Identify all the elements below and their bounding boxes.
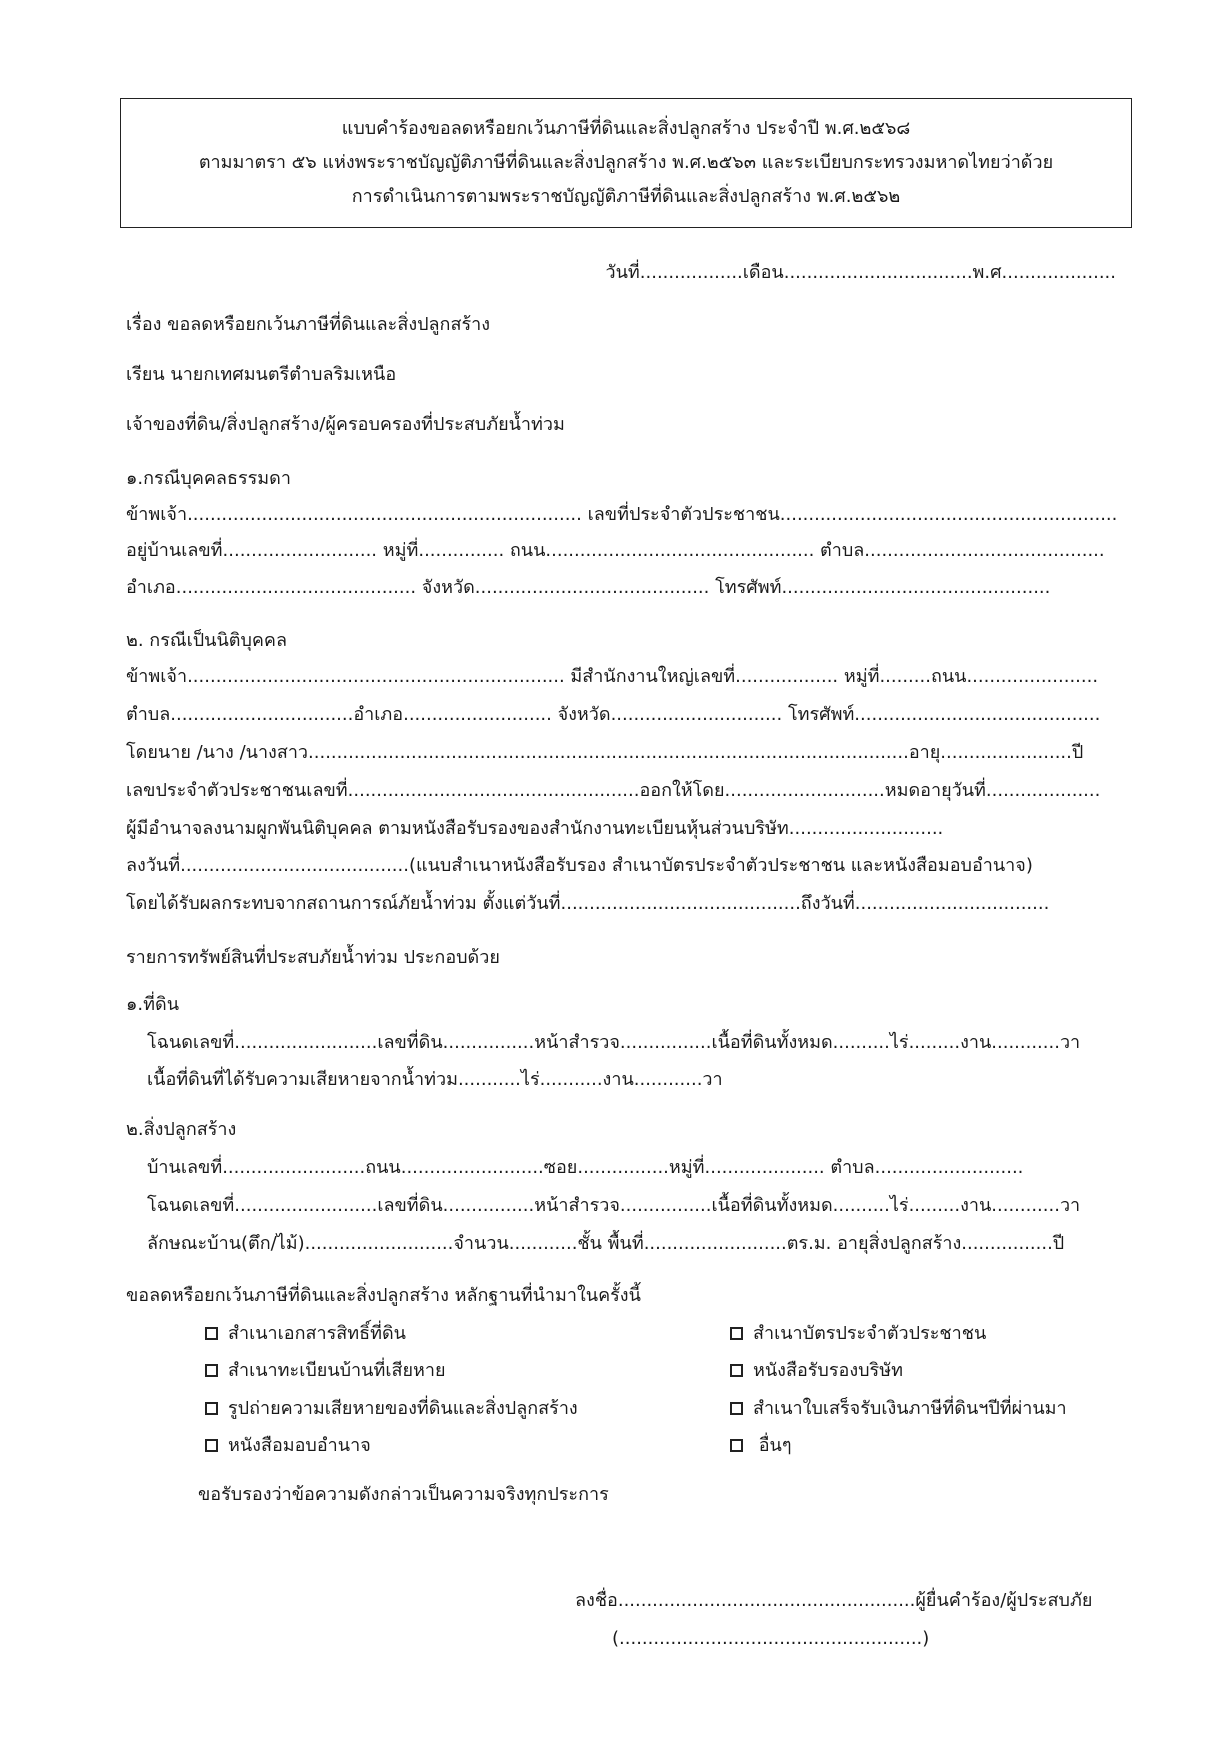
subject-line: เรื่อง ขอลดหรือยกเว้นภาษีที่ดินและสิ่งปลูกสร้าง [126, 314, 491, 335]
building-deed-line[interactable]: โฉนดเลขที่.........................เลขที่ดิน................หน้าสำรวจ................เนื้อที่ดินทั้งหมด..........ไร่.........งาน............วา [147, 1195, 1081, 1216]
section2-location-line[interactable]: ตำบล................................อำเภอ.......................... จังหวัด.............................. โทรศัพท์........................................... [126, 704, 1101, 725]
land-damage-line[interactable]: เนื้อที่ดินที่ได้รับความเสียหายจากน้ำท่วม...........ไร่...........งาน............วา [147, 1069, 723, 1090]
checkbox-icon[interactable] [730, 1364, 743, 1377]
checklist-item[interactable]: รูปถ่ายความเสียหายของที่ดินและสิ่งปลูกสร้าง [205, 1396, 578, 1422]
signature-name-line[interactable]: (.....................................................) [612, 1628, 930, 1649]
title-line-3: การดำเนินการตามพระราชบัญญัติภาษีที่ดินและสิ่งปลูกสร้าง พ.ศ.๒๕๖๒ [351, 186, 901, 207]
checklist-item[interactable]: สำเนาบัตรประจำตัวประชาชน [730, 1321, 986, 1347]
checklist-item[interactable]: สำเนาเอกสารสิทธิ์ที่ดิน [205, 1321, 406, 1347]
checklist-item[interactable]: หนังสือมอบอำนาจ [205, 1433, 371, 1459]
checkbox-icon[interactable] [205, 1327, 218, 1340]
checkbox-icon[interactable] [205, 1439, 218, 1452]
section2-impact-line[interactable]: โดยได้รับผลกระทบจากสถานการณ์ภัยน้ำท่วม ตั้งแต่วันที่..........................................ถึงวันที่.................................. [126, 893, 1050, 914]
to-line: เรียน นายกเทศมนตรีตำบลริมเหนือ [126, 364, 397, 385]
checklist-item[interactable]: อื่นๆ [730, 1433, 792, 1459]
date-line[interactable]: วันที่..................เดือน.................................พ.ศ.................... [605, 262, 1116, 283]
checkbox-icon[interactable] [205, 1364, 218, 1377]
section1-address-line[interactable]: อยู่บ้านเลขที่........................... หมู่ที่............... ถนน............................................... ตำบล.......................................... [126, 540, 1105, 561]
section1-heading: ๑.กรณีบุคคลธรรมดา [126, 468, 291, 489]
checkbox-icon[interactable] [730, 1439, 743, 1452]
section1-name-line[interactable]: ข้าพเจ้า..................................................................... เลขที่ประจำตัวประชาชน........................................................... [126, 504, 1118, 525]
form-title-box [120, 98, 1132, 228]
land-heading: ๑.ที่ดิน [126, 994, 180, 1015]
checklist-item[interactable]: สำเนาใบเสร็จรับเงินภาษีที่ดินฯปีที่ผ่านมา [730, 1396, 1067, 1422]
section2-id-line[interactable]: เลขประจำตัวประชาชนเลขที่...................................................ออกให้โดย............................หมดอายุวันที่.................... [126, 780, 1101, 801]
checkbox-icon[interactable] [730, 1402, 743, 1415]
land-deed-line[interactable]: โฉนดเลขที่.........................เลขที่ดิน................หน้าสำรวจ................เนื้อที่ดินทั้งหมด..........ไร่.........งาน............วา [147, 1032, 1081, 1053]
title-line-2: ตามมาตรา ๕๖ แห่งพระราชบัญญัติภาษีที่ดินและสิ่งปลูกสร้าง พ.ศ.๒๕๖๓ และระเบียบกระทรวงมหาดไทยว่าด้วย [198, 152, 1054, 173]
checklist-item[interactable]: สำเนาทะเบียนบ้านที่เสียหาย [205, 1358, 446, 1384]
assets-heading: รายการทรัพย์สินที่ประสบภัยน้ำท่วม ประกอบด้วย [126, 947, 500, 968]
section2-date-line[interactable]: ลงวันที่........................................(แนบสำเนาหนังสือรับรอง สำเนาบัตรประจำตัวประชาชน และหนังสือมอบอำนาจ) [126, 855, 1033, 876]
checkbox-icon[interactable] [730, 1327, 743, 1340]
section2-heading: ๒. กรณีเป็นนิติบุคคล [126, 630, 287, 651]
checkbox-icon[interactable] [205, 1402, 218, 1415]
checklist-item[interactable]: หนังสือรับรองบริษัท [730, 1358, 903, 1384]
evidence-heading: ขอลดหรือยกเว้นภาษีที่ดินและสิ่งปลูกสร้าง หลักฐานที่นำมาในครั้งนี้ [126, 1285, 641, 1306]
section2-name-line[interactable]: ข้าพเจ้า.................................................................. มีสำนักงานใหญ่เลขที่.................. หมู่ที่.........ถนน....................... [126, 666, 1099, 687]
section1-district-line[interactable]: อำเภอ.......................................... จังหวัด......................................... โทรศัพท์............................................... [126, 577, 1051, 598]
section2-authority-line[interactable]: ผู้มีอำนาจลงนามผูกพันนิติบุคคล ตามหนังสือรับรองของสำนักงานทะเบียนหุ้นส่วนบริษัท........................... [126, 818, 944, 839]
title-line-1: แบบคำร้องขอลดหรือยกเว้นภาษีที่ดินและสิ่งปลูกสร้าง ประจำปี พ.ศ.๒๕๖๘ [341, 118, 911, 139]
building-heading: ๒.สิ่งปลูกสร้าง [126, 1119, 237, 1140]
certify-line: ขอรับรองว่าข้อความดังกล่าวเป็นความจริงทุกประการ [198, 1484, 609, 1505]
section2-representative-line[interactable]: โดยนาย /นาง /นางสาว.........................................................................................................อายุ.......................ปี [126, 742, 1084, 763]
owner-line: เจ้าของที่ดิน/สิ่งปลูกสร้าง/ผู้ครอบครองที่ประสบภัยน้ำท่วม [126, 414, 565, 435]
building-type-line[interactable]: ลักษณะบ้าน(ตึก/ไม้)..........................จำนวน............ชั้น พื้นที่.........................ตร.ม. อายุสิ่งปลูกสร้าง................ปี [147, 1233, 1065, 1254]
building-address-line[interactable]: บ้านเลขที่.........................ถนน.........................ซอย................หมู่ที่..................... ตำบล.......................... [147, 1157, 1024, 1178]
signature-line[interactable]: ลงชื่อ....................................................ผู้ยื่นคำร้อง/ผู้ประสบภัย [575, 1590, 1093, 1611]
